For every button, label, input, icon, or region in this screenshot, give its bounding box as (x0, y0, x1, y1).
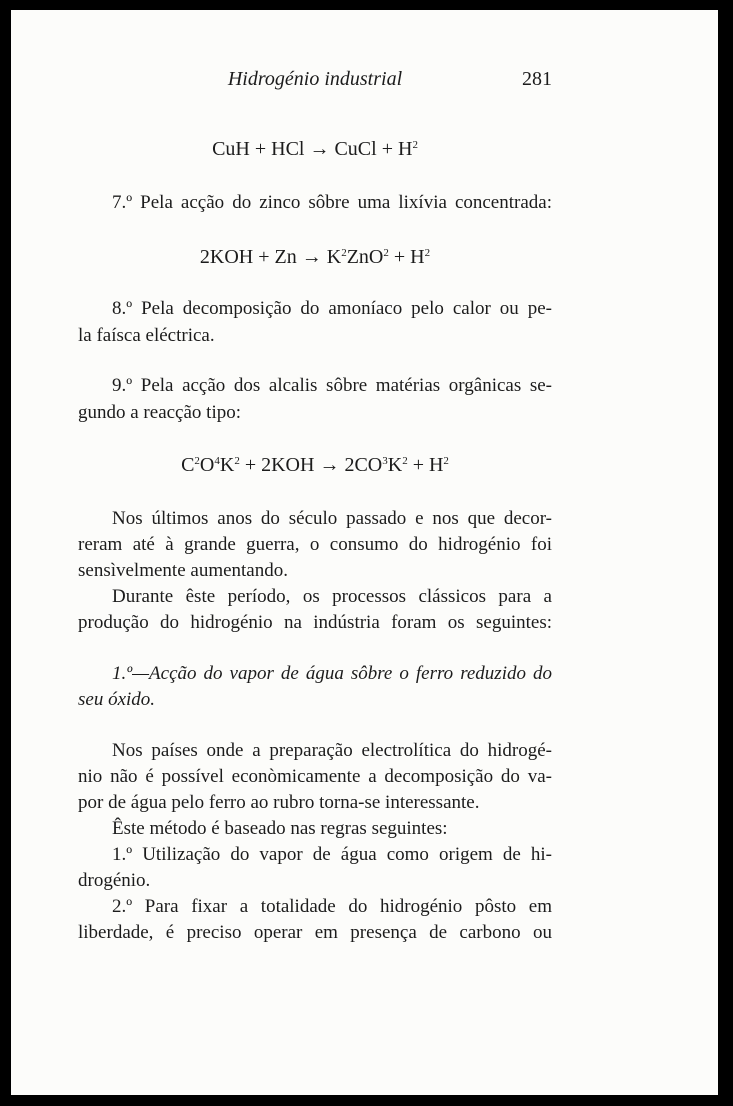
paragraph-line: 9.º Pela acção dos alcalis sôbre matérias orgânicas se- (112, 375, 552, 396)
paragraph-line: nio não é possível econòmicamente a decomposição do va- (78, 766, 552, 787)
paragraph-line: drogénio. (78, 870, 151, 891)
paragraph-line: la faísca eléctrica. (78, 325, 215, 346)
paragraph-line: liberdade, é preciso operar em presença de carbono ou (78, 922, 552, 943)
paragraph-line: por de água pelo ferro ao rubro torna-se interessante. (78, 792, 480, 813)
paragraph-line: Nos últimos anos do século passado e nos que decor- (112, 508, 552, 529)
paragraph-line: 8.º Pela decomposição do amoníaco pelo calor ou pe- (112, 298, 552, 319)
page-number: 281 (522, 68, 552, 90)
equation-1: CuH + HCl → CuCl + $H^2$ (212, 138, 418, 160)
paragraph-line: 1.º Utilização do vapor de água como origem de hi- (112, 844, 552, 865)
page-header (78, 68, 552, 98)
equation-2: $2KOH + Zn \to K^2ZnO^2 + H^2$ (199, 246, 431, 268)
running-title: Hidrogénio industrial (227, 68, 403, 90)
equation-3: $C^2O^4K^2 + 2KOH \to 2CO^3K^2 + H^2$ (181, 454, 449, 476)
section-heading: seu óxido. (78, 689, 156, 710)
paragraph-line: gundo a reacção tipo: (78, 402, 242, 423)
paragraph-line: Êste método é baseado nas regras seguintes: (112, 818, 448, 839)
paragraph-line: 2.º Para fixar a totalidade do hidrogénio pôsto em (112, 896, 552, 917)
paragraph-line: reram até à grande guerra, o consumo do hidrogénio foi (78, 534, 552, 555)
paragraph-line: 7.º Pela acção do zinco sôbre uma lixívia concentrada: (112, 192, 552, 213)
paragraph-line: Nos países onde a preparação electrolítica do hidrogé- (112, 740, 552, 761)
paragraph-line: sensìvelmente aumentando. (78, 560, 288, 581)
section-heading: 1.º—Acção do vapor de água sôbre o ferro reduzido do (112, 663, 552, 684)
paragraph-line: Durante êste período, os processos clássicos para a (112, 586, 552, 607)
paragraph-line: produção do hidrogénio na indústria foram os seguintes: (78, 612, 552, 633)
